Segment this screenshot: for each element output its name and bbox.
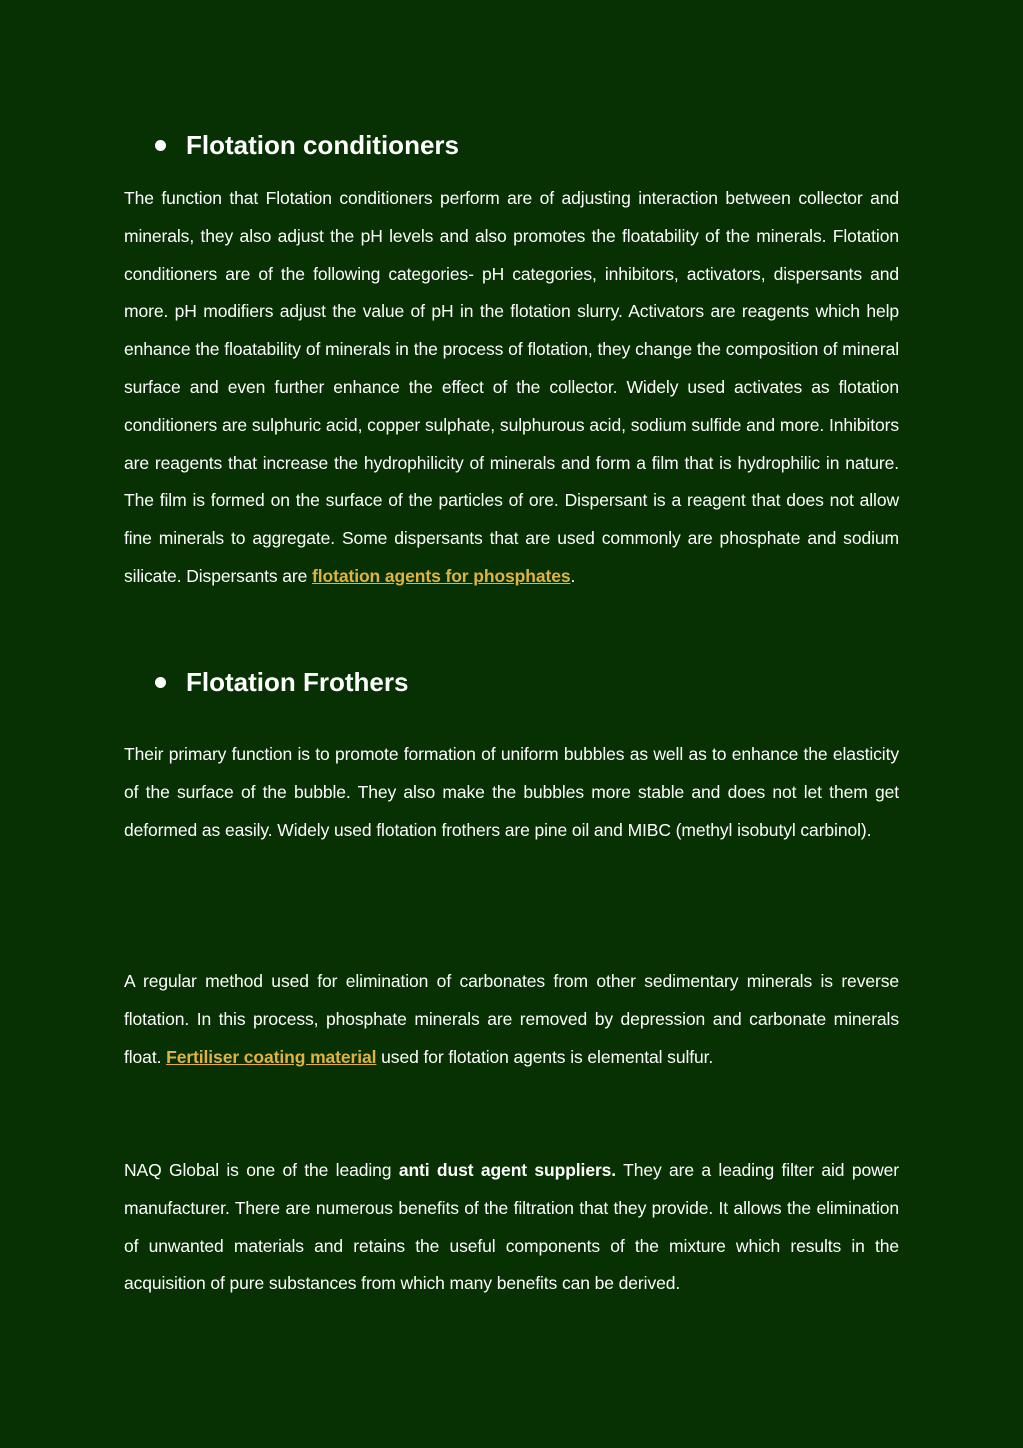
- paragraph-end: .: [570, 565, 576, 586]
- bullet-icon: [155, 140, 166, 151]
- paragraph-text-end: They are a leading filter aid power manufacturer. There are numerous benefits of the filtration that they provide. It allows the elimination of unwanted materials and retains the useful components of the mixture which results in the acquisition of pure substances from which many benefits can be derived.: [124, 1160, 899, 1294]
- fertiliser-coating-link[interactable]: Fertiliser coating material: [166, 1046, 377, 1067]
- paragraph-text: Their primary function is to promote formation of uniform bubbles as well as to enhance the elasticity of the surface of the bubble. They also make the bubbles more stable and does not let them get deformed as easily. Widely used flotation frothers are pine oil and MIBC (methyl isobutyl carbinol).: [124, 744, 899, 840]
- paragraph-naq-global: [124, 1152, 899, 1303]
- heading-text: Flotation Frothers: [186, 667, 409, 697]
- paragraph-flotation-frothers: [124, 736, 899, 849]
- paragraph-reverse-flotation: [124, 963, 899, 1076]
- paragraph-text: A regular method used for elimination of carbonates from other sedimentary minerals is reverse flotation. In this process, phosphate minerals are removed by depression and carbonate minerals float.: [124, 971, 899, 1067]
- paragraph-text-end: used for flotation agents is elemental sulfur.: [376, 1046, 714, 1067]
- paragraph-flotation-conditioners: [124, 180, 899, 596]
- heading-text: Flotation conditioners: [186, 130, 459, 160]
- bullet-icon: [155, 677, 166, 688]
- paragraph-text: NAQ Global is one of the leading: [124, 1160, 399, 1180]
- paragraph-text: The function that Flotation conditioners perform are of adjusting interaction between collector and minerals, they also adjust the pH levels and also promotes the floatability of the minerals. Flotation conditioners are of the following categories- pH categories, inhibitors, activators, dispersants and more. pH modifiers adjust the value of pH in the flotation slurry. Activators are reagents which help enhance the floatability of minerals in the process of flotation, they change the composition of mineral surface and even further enhance the effect of the collector. Widely used activates as flotation conditioners are sulphuric acid, copper sulphate, sulphurous acid, sodium sulfide and more. Inhibitors are reagents that increase the hydrophilicity of minerals and form a film that is hydrophilic in nature. The film is formed on the surface of the particles of ore. Dispersant is a reagent that does not allow fine minerals to aggregate. Some dispersants that are used commonly are phosphate and sodium silicate. Dispersants are: [124, 188, 899, 586]
- heading-flotation-frothers: [155, 666, 408, 698]
- flotation-agents-link[interactable]: flotation agents for phosphates: [312, 565, 571, 586]
- heading-flotation-conditioners: [155, 129, 459, 161]
- bold-phrase: anti dust agent suppliers.: [398, 1160, 617, 1180]
